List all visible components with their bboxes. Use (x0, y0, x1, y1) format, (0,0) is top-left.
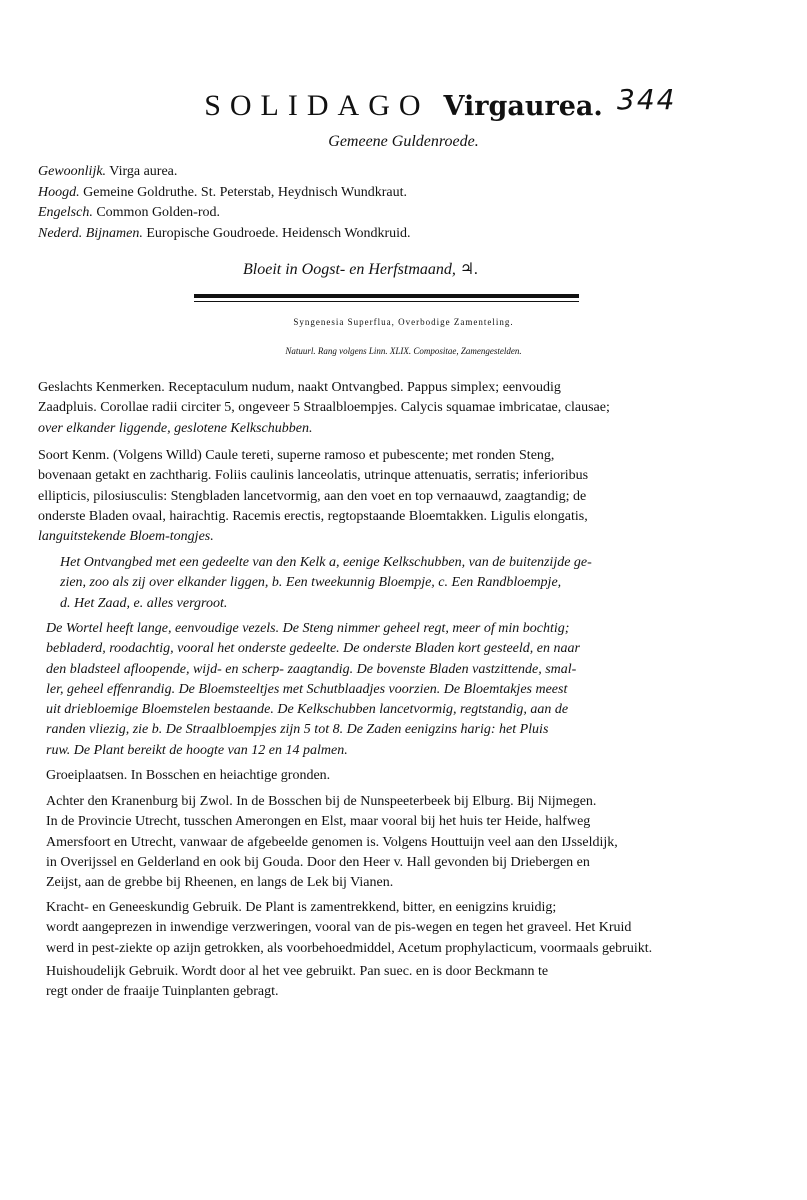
text-line: regt onder de fraaije Tuinplanten gebragt. (46, 984, 279, 1000)
name-row (38, 183, 778, 204)
name-text: Europische Goudroede. Heidensch Wondkruid. (146, 225, 411, 241)
habitat (46, 766, 791, 786)
text-line: Kracht- en Geneeskundig Gebruik. De Plant is zamentrekkend, bitter, en eenigzins kruidig; (46, 900, 557, 915)
name-label: Gewoonlijk. (38, 164, 107, 179)
text-line: werd in pest-ziekte op azijn getrokken, als voorbehoedmiddel, Acetum prophylacticum, voormaals gebruikt. (46, 940, 653, 956)
linnaean-class: Syngenesia Superflua, Overbodige Zamenteling. (293, 317, 514, 327)
figure-explanation (60, 553, 785, 614)
text-line: Groeiplaatsen. In Bosschen en heiachtige gronden. (46, 768, 331, 783)
name-label: Nederd. Bijnamen. (38, 225, 143, 241)
text-line: Achter den Kranenburg bij Zwol. In de Bosschen bij de Nunspeeterbeek bij Elburg. Bij Nijmegen. (46, 794, 597, 809)
name-text: Gemeine Goldruthe. St. Peterstab, Heydnisch Wundkraut. (83, 184, 407, 200)
page-title (0, 83, 807, 125)
genus-name: SOLIDAGO (204, 89, 430, 122)
text-line: ellipticis, pilosiusculis: Stengbladen lancetvormig, aan den voet en top vernaauwd, zaagtandig; de (38, 488, 587, 504)
text-line: Zaadpluis. Corollae radii circiter 5, ongeveer 5 Straalbloempjes. Calycis squamae imbricatae, clausae; (38, 400, 610, 416)
flowering-period: Bloeit in Oogst- en Herfstmaand, ♃. (243, 261, 479, 278)
localities (46, 792, 783, 893)
text-line: uit driebloemige Bloemstelen bestaande. De Kelkschubben lancetvormig, regtstandig, aan de (46, 702, 569, 718)
text-line: In de Provincie Utrecht, tusschen Amerongen en Elst, maar vooral bij het huis ter Heide, halfweg (46, 814, 591, 830)
name-row (38, 203, 778, 224)
text-line: Het Ontvangbed met een gedeelte van den Kelk a, eenige Kelkschubben, van de buitenzijde ge- (60, 555, 592, 570)
text-line: ruw. De Plant bereikt de hoogte van 12 en 14 palmen. (46, 742, 348, 758)
species-characters (38, 446, 783, 547)
species-name: Virgaurea. (443, 91, 603, 122)
text-line: randen vliezig, zie b. De Straalbloempjes zijn 5 tot 8. De Zaden eenigzins harig: het Pluis (46, 722, 549, 738)
name-label: Engelsch. (38, 205, 93, 220)
text-line: bebladerd, roodachtig, vooral het onderste gedeelte. De onderste Bladen kort gesteeld, en naar (46, 641, 580, 657)
divider-thick (194, 294, 579, 298)
genus-characters (38, 378, 783, 439)
text-line: De Wortel heeft lange, eenvoudige vezels. De Steng nimmer geheel regt, meer of min bochtig; (46, 621, 570, 636)
text-line: d. Het Zaad, e. alles vergroot. (60, 595, 228, 611)
text-line: Zeijst, aan de grebbe bij Rheenen, en langs de Lek bij Vianen. (46, 875, 394, 891)
text-line: Huishoudelijk Gebruik. Wordt door al het vee gebruikt. Pan suec. en is door Beckmann te (46, 964, 549, 979)
text-line: Soort Kenm. (Volgens Willd) Caule tereti, superne ramoso et pubescente; met ronden Steng, (38, 448, 555, 463)
text-line: zien, zoo als zij over elkander liggen, b. Een tweekunnig Bloempje, c. Een Randbloempje, (60, 575, 562, 591)
name-row (38, 162, 778, 183)
text-line: in Overijssel en Gelderland en ook bij Gouda. Door den Heer v. Hall gevonden bij Driebergen en (46, 854, 590, 870)
text-line: bovenaan getakt en zachtharig. Foliis caulinis lanceolatis, utrinque attenuatis, serratis; inferioribus (38, 468, 589, 484)
text-line: den bladsteel afloopende, wijd- en scherp- zaagtandig. De bovenste Bladen vastzittende, smal- (46, 661, 577, 677)
text-line: languitstekende Bloem-tongjes. (38, 529, 214, 545)
page-number: 344 (617, 83, 677, 116)
name-label: Hoogd. (38, 184, 80, 200)
medicinal-use (46, 898, 783, 959)
text-line: ler, geheel effenrandig. De Bloemsteeltjes met Schutblaadjes voorzien. De Bloemtakjes meest (46, 681, 568, 697)
vernacular-names (38, 162, 778, 244)
name-text: Common Golden-rod. (96, 205, 220, 220)
plant-description (46, 619, 783, 761)
text-line: Amersfoort en Utrecht, vanwaar de afgebeelde genomen is. Volgens Houttuijn veel aan den IJsseldijk, (46, 834, 618, 850)
text-line: Geslachts Kenmerken. Receptaculum nudum, naakt Ontvangbed. Pappus simplex; eenvoudig (38, 380, 561, 395)
text-line: onderste Bladen ovaal, hairachtig. Racemis erectis, regtopstaande Bloemtakken. Ligulis elongatis, (38, 508, 588, 524)
name-row (38, 224, 778, 245)
household-use (46, 962, 783, 1003)
natural-order: Natuurl. Rang volgens Linn. XLIX. Compositae, Zamengestelden. (285, 346, 522, 356)
text-line: over elkander liggende, geslotene Kelkschubben. (38, 420, 313, 436)
name-text: Virga aurea. (109, 164, 178, 179)
divider-thin (194, 301, 579, 302)
common-name: Gemeene Guldenroede. (328, 133, 479, 150)
text-line: wordt aangeprezen in inwendige verzweringen, vooral van de pis-wegen en tegen het graveel. Het Kruid (46, 920, 632, 936)
